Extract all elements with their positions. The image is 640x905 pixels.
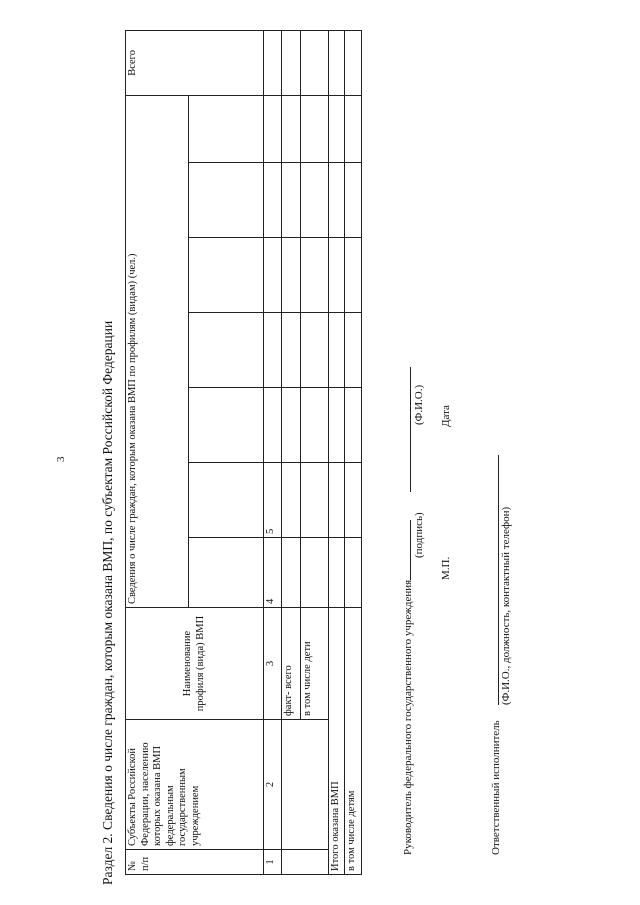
table-cell <box>189 95 264 162</box>
table-cell <box>345 313 362 388</box>
table-header-row <box>126 30 189 874</box>
header-subjects: Субъекты Российской Федерации, населению которых оказана ВМП федеральным государственным учреждением <box>126 720 264 850</box>
table-cell <box>345 538 362 608</box>
table-cell <box>301 463 329 538</box>
header-total: Всего <box>126 30 264 95</box>
table-cell <box>301 95 329 162</box>
page-number: 3 <box>55 456 67 462</box>
incl-children-label: в том числе дети <box>301 608 329 720</box>
table-cell <box>282 163 301 238</box>
col-number-1: 1 <box>264 850 282 875</box>
table-cell <box>329 238 345 313</box>
table-cell <box>282 850 329 875</box>
table-row <box>329 30 345 874</box>
vmp-table <box>125 30 362 875</box>
mp-label: М.П. <box>440 556 452 580</box>
table-cell <box>329 95 345 162</box>
table-cell <box>301 313 329 388</box>
table-cell <box>345 238 362 313</box>
table-cell <box>189 313 264 388</box>
table-cell <box>282 30 301 95</box>
table-cell <box>189 538 264 608</box>
header-num: № п/п <box>126 850 264 875</box>
table-cell <box>189 463 264 538</box>
table-cell <box>264 313 282 388</box>
table-cell <box>329 538 345 608</box>
head-signature-line <box>400 367 414 855</box>
table-cell <box>282 95 301 162</box>
table-cell <box>282 720 329 850</box>
table-cell <box>329 463 345 538</box>
date-label: Дата <box>440 405 452 427</box>
header-profile: Наименование профиля (вида) ВМП <box>126 608 264 720</box>
table-cell <box>282 313 301 388</box>
header-info: Сведения о числе граждан, которым оказана ВМП по профилям (видам) (чел.) <box>126 95 189 607</box>
col-number-4: 4 <box>264 538 282 608</box>
table-cell <box>189 163 264 238</box>
table-cell <box>264 238 282 313</box>
table-cell <box>264 388 282 463</box>
table-cell <box>345 95 362 162</box>
table-cell <box>329 313 345 388</box>
table-cell <box>345 463 362 538</box>
table-cell <box>329 163 345 238</box>
col-number-2: 2 <box>264 720 282 850</box>
section-title: Раздел 2. Сведения о числе граждан, которым оказана ВМП, по субъектам Российской Федерации <box>100 320 115 885</box>
table-cell <box>345 388 362 463</box>
table-cell <box>301 538 329 608</box>
table-number-row <box>264 30 282 874</box>
itogo-children-label: в том числе детям <box>345 608 362 875</box>
table-cell <box>282 388 301 463</box>
table-cell <box>329 30 345 95</box>
table-cell <box>282 238 301 313</box>
fio-line <box>400 367 411 492</box>
table-cell <box>189 388 264 463</box>
table-cell <box>301 163 329 238</box>
table-cell <box>264 163 282 238</box>
table-cell <box>345 30 362 95</box>
responsible-underline <box>488 455 499 705</box>
itogo-label: Итого оказана ВМП <box>329 608 345 875</box>
col-number-5: 5 <box>264 463 282 538</box>
responsible-caption: (Ф.И.О., должность, контактный телефон) <box>500 506 512 705</box>
table-cell <box>189 238 264 313</box>
col-number-3: 3 <box>264 608 282 720</box>
table-cell <box>329 388 345 463</box>
fact-total-label: факт- всего <box>282 608 301 720</box>
table-cell <box>345 163 362 238</box>
table-cell <box>264 95 282 162</box>
table-row <box>345 30 362 874</box>
table-cell <box>301 388 329 463</box>
table-row <box>282 30 301 874</box>
table-cell <box>282 463 301 538</box>
podpis-caption: (подпись) <box>413 512 425 558</box>
signature-line <box>400 520 411 580</box>
table-cell <box>301 30 329 95</box>
table-cell <box>264 30 282 95</box>
responsible-label: Ответственный исполнитель <box>490 720 502 855</box>
fio-caption: (Ф.И.О.) <box>413 384 425 425</box>
table-cell <box>301 238 329 313</box>
head-label: Руководитель федерального государственного учреждения <box>402 579 414 855</box>
table-cell <box>282 538 301 608</box>
